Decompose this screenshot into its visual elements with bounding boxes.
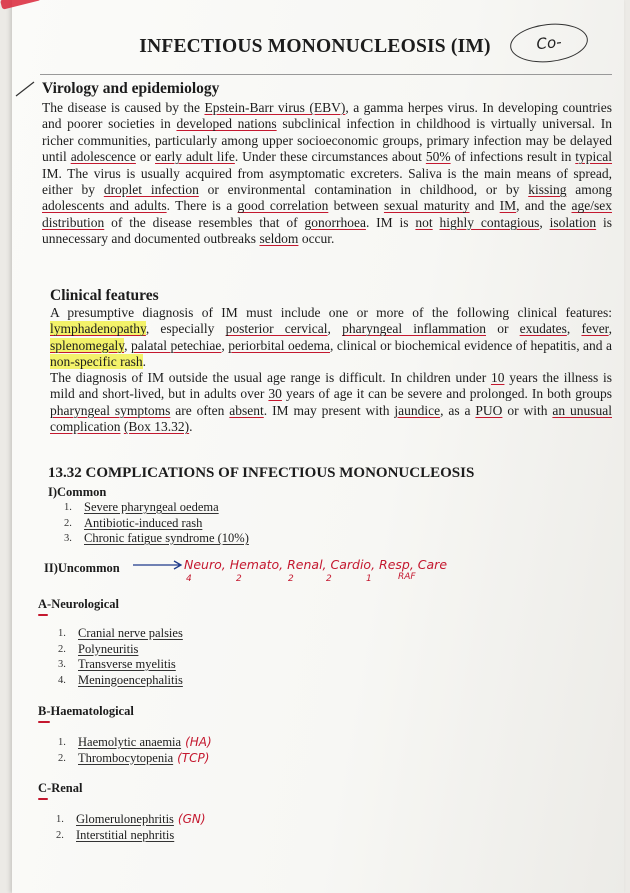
title-divider xyxy=(40,74,612,75)
count-cardio: 2 xyxy=(326,574,332,584)
list-item: 2. Polyneuritis xyxy=(58,641,139,656)
clinical-features-paragraph: A presumptive diagnosis of IM must include one or more of the following clinical features: lymphadenopathy, especially posterior cervical, pharyngeal inflammation or exudates, fever, splenomegaly, palatal petechiae, periorbital oedema, clinical or biochemical evidence of hepatitis, and a non-specific rash. xyxy=(50,305,613,370)
list-item: 1. Cranial nerve palsies xyxy=(58,626,183,640)
section-heading-clinical: Clinical features xyxy=(50,287,159,304)
list-item: 3. Chronic fatigue syndrome (10%) xyxy=(64,531,249,545)
list-item: 3. Transverse myelitis xyxy=(58,657,176,671)
uncommon-heading: II)Uncommon xyxy=(44,561,120,575)
list-item: 2. Thrombocytopenia (TCP) xyxy=(58,750,210,765)
neurological-heading: A-Neurological xyxy=(38,597,120,611)
common-complications-list xyxy=(64,500,249,547)
section-heading-virology: Virology and epidemiology xyxy=(42,80,220,97)
list-item: 2. Interstitial nephritis xyxy=(56,827,175,842)
count-resp: 1 xyxy=(366,574,372,584)
handwritten-category-note: Neuro, Hemato, Renal, Cardio, Resp, Care xyxy=(184,557,448,572)
list-item: 4. Meningoencephalitis xyxy=(58,672,183,687)
renal-heading: C-Renal xyxy=(38,781,83,795)
pen-tick-icon xyxy=(14,78,36,98)
box-title: 13.32 COMPLICATIONS OF INFECTIOUS MONONUCLEOSIS xyxy=(48,465,475,481)
list-item: 1. Glomerulonephritis (GN) xyxy=(56,812,206,826)
count-renal: 2 xyxy=(288,574,294,584)
diagnosis-paragraph: The diagnosis of IM outside the usual age range is difficult. In children under 10 years the illness is mild and short-lived, but in adults over 30 years of age it can be severe and prolonged. In both groups pharyngeal symptoms are often absent. IM may present with jaundice, as a PUO or with an unusual complication (Box 13.32). xyxy=(50,370,612,435)
arrow-right-icon xyxy=(132,560,184,570)
pen-dash xyxy=(38,798,48,800)
list-item: 1. Haemolytic anaemia (HA) xyxy=(58,735,212,749)
count-neuro: 4 xyxy=(186,574,192,584)
haematological-list xyxy=(58,735,212,766)
pen-dash xyxy=(38,614,48,616)
renal-list xyxy=(56,812,206,843)
pen-dash xyxy=(38,721,50,723)
common-heading: I)Common xyxy=(48,485,107,499)
count-care: RAF xyxy=(398,572,416,582)
neurological-list xyxy=(58,626,183,688)
handwritten-circle-note: Co- xyxy=(508,20,590,66)
page-title: INFECTIOUS MONONUCLEOSIS (IM) xyxy=(139,36,491,57)
list-item: 1. Severe pharyngeal oedema xyxy=(64,500,219,514)
list-item: 2. Antibiotic-induced rash xyxy=(64,515,203,530)
count-hemato: 2 xyxy=(236,574,242,584)
virology-paragraph: The disease is caused by the Epstein-Barr virus (EBV), a gamma herpes virus. In developing countries and poorer societies in developed nations subclinical infection in childhood is virtually universal. In richer communities, particularly among upper socioeconomic groups, primary infection may be delayed until adolescence or early adult life. Under these circumstances about 50% of infections result in typical IM. The virus is usually acquired from asymptomatic excreters. Saliva is the main means of spread, either by droplet infection or environmental contamination in childhood, or by kissing among adolescents and adults. There is a good correlation between sexual maturity and IM, and the age/sex distribution of the disease resembles that of gonorrhoea. IM is not highly contagious, isolation is unnecessary and documented outbreaks seldom occur. xyxy=(42,100,613,247)
haematological-heading: B-Haematological xyxy=(38,704,134,718)
